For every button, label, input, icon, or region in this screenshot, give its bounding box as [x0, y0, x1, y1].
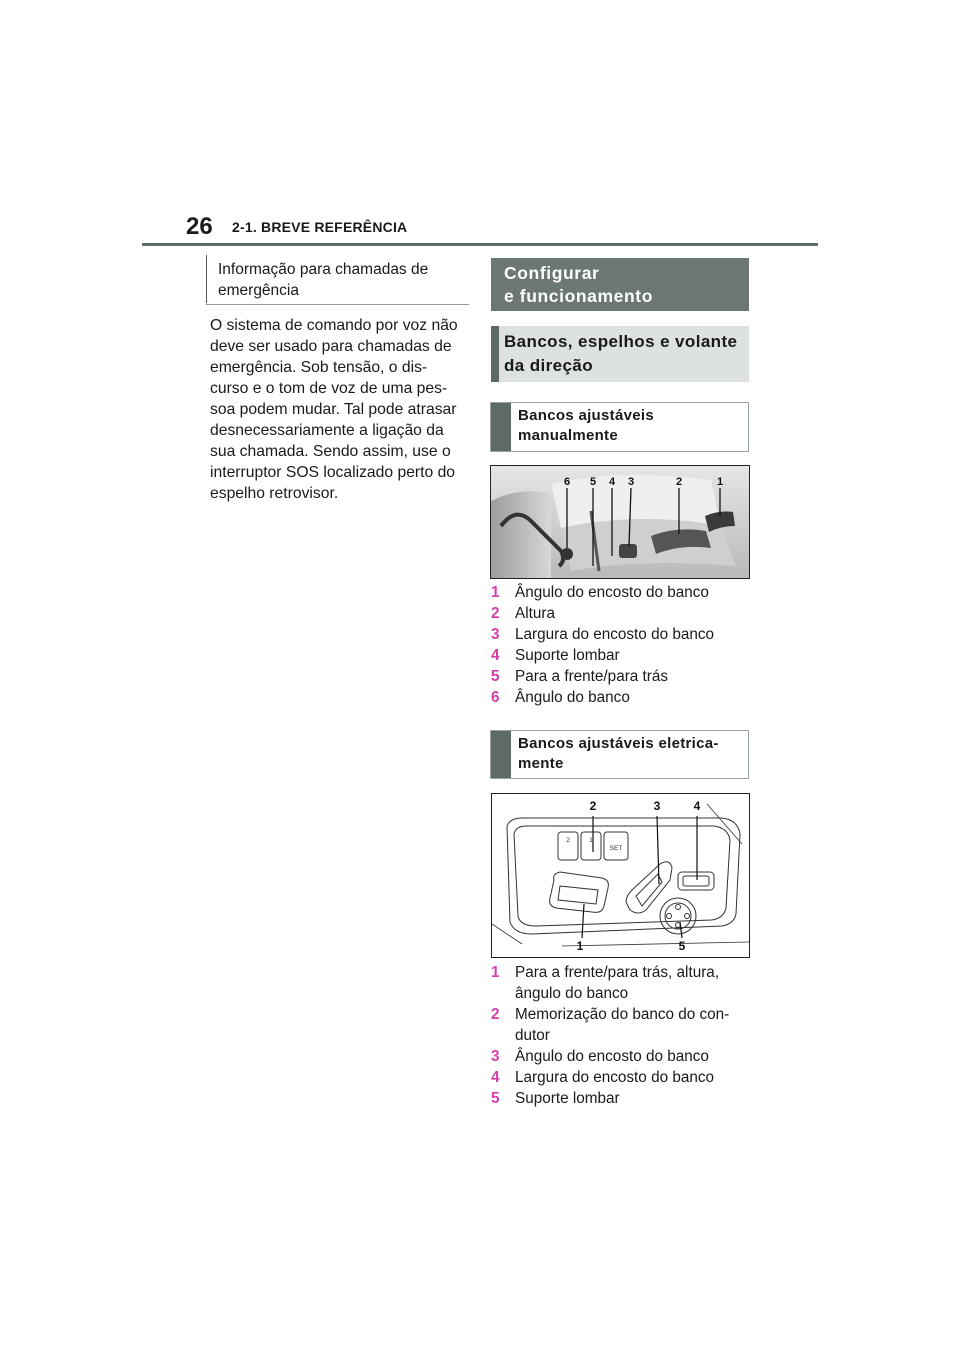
item-text: Altura [515, 605, 555, 622]
list-item [491, 582, 749, 603]
item-number: 3 [491, 626, 500, 643]
topic-title-line: manualmente [518, 427, 618, 444]
section-header [491, 258, 749, 311]
item-text: Ângulo do encosto do banco [515, 1048, 709, 1065]
list-item [491, 624, 749, 645]
list-item [491, 1004, 749, 1046]
callout-label: 4 [608, 476, 616, 488]
topic-box-electric-seats [490, 730, 749, 779]
item-number: 2 [491, 1006, 500, 1023]
topic-accent [491, 731, 511, 778]
body-line: espelho retrovisor. [210, 485, 339, 502]
item-text: Memorização do banco do con- [515, 1006, 730, 1023]
item-number: 4 [491, 647, 500, 664]
callout-label: 6 [563, 476, 571, 488]
body-line: sua chamada. Sendo assim, use o [210, 443, 451, 460]
callout-label: 3 [627, 476, 635, 488]
section-header-line: Configurar [504, 263, 600, 283]
section-header-line: e funcionamento [504, 286, 654, 306]
list-item [491, 645, 749, 666]
item-text: ângulo do banco [515, 985, 629, 1002]
electric-seat-illustration [492, 794, 749, 957]
item-number: 5 [491, 1090, 500, 1107]
topic-box-manual-seats [490, 402, 749, 452]
item-number: 6 [491, 689, 500, 706]
callout-label: 1 [576, 939, 584, 953]
memory-button-label: 1 [589, 837, 593, 844]
item-text: Largura do encosto do banco [515, 1069, 715, 1086]
sub-header-line: da direção [504, 356, 594, 375]
sub-header-line: Bancos, espelhos e volante [504, 332, 738, 351]
body-line: interruptor SOS localizado perto do [210, 464, 456, 481]
topic-title-line: mente [518, 755, 564, 772]
body-line: emergência. Sob tensão, o dis- [210, 359, 428, 376]
callout-label: 5 [589, 476, 597, 488]
list-item [491, 687, 749, 708]
callout-label: 5 [678, 939, 686, 953]
electric-seat-legend [491, 962, 749, 1109]
callout-label: 3 [653, 799, 661, 813]
item-number: 1 [491, 584, 500, 601]
section-header-text [504, 262, 653, 308]
sub-header [491, 326, 749, 382]
item-text: Para a frente/para trás [515, 668, 669, 685]
info-box-text: Informação para chamadas de emergência [218, 261, 429, 299]
topic-accent [491, 403, 511, 451]
body-line: soa podem mudar. Tal pode atrasar [210, 401, 457, 418]
list-item [491, 962, 749, 1004]
list-item [491, 1067, 749, 1088]
info-box-divider [206, 304, 469, 305]
electric-seat-diagram [491, 793, 750, 958]
body-paragraph [210, 315, 466, 504]
callout-label: 2 [589, 799, 597, 813]
manual-seat-illustration [491, 466, 749, 578]
item-number: 1 [491, 964, 500, 981]
list-item [491, 1088, 749, 1109]
callout-label: 2 [675, 476, 683, 488]
list-item [491, 666, 749, 687]
memory-button-label: 2 [566, 837, 570, 844]
callout-label: 1 [716, 476, 724, 488]
body-line: deve ser usado para chamadas de [210, 338, 452, 355]
info-box [206, 255, 469, 303]
header-divider [142, 243, 818, 246]
item-number: 4 [491, 1069, 500, 1086]
item-text: Ângulo do banco [515, 689, 630, 706]
list-item [491, 1046, 749, 1067]
item-text: Suporte lombar [515, 1090, 620, 1107]
manual-seat-photo [490, 465, 750, 579]
body-line: curso e o tom de voz de uma pes- [210, 380, 448, 397]
sub-header-text [504, 330, 737, 378]
chapter-title: 2-1. BREVE REFERÊNCIA [232, 219, 408, 235]
topic-title-line: Bancos ajustáveis eletrica- [518, 735, 719, 752]
list-item [491, 603, 749, 624]
item-number: 3 [491, 1048, 500, 1065]
item-text: Ângulo do encosto do banco [515, 584, 709, 601]
page-number: 26 [186, 213, 213, 240]
item-text: Para a frente/para trás, altura, [515, 964, 720, 981]
memory-button-label: SET [609, 845, 623, 852]
manual-seat-legend [491, 582, 749, 708]
topic-title [518, 734, 719, 774]
body-line: desnecessariamente a ligação da [210, 422, 444, 439]
topic-title [518, 406, 654, 446]
item-text: dutor [515, 1027, 550, 1044]
item-text: Largura do encosto do banco [515, 626, 715, 643]
item-number: 2 [491, 605, 500, 622]
body-line: O sistema de comando por voz não [210, 317, 458, 334]
item-text: Suporte lombar [515, 647, 620, 664]
sub-header-accent [491, 326, 499, 382]
item-number: 5 [491, 668, 500, 685]
topic-title-line: Bancos ajustáveis [518, 407, 654, 424]
callout-label: 4 [693, 799, 701, 813]
